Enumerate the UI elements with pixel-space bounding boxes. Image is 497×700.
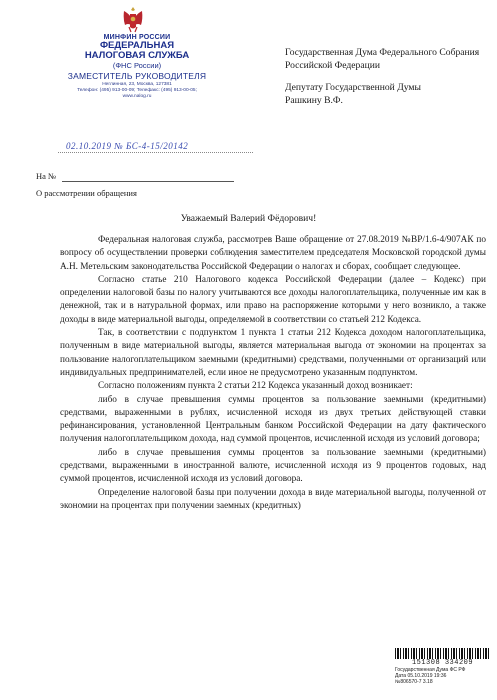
body-paragraph: либо в случае превышения суммы процентов за пользование заемными (кредитными) средствами, выраженными в рублях, исчисленной исходя из двух третьих действующей ставки рефинансирования, установленной Центральным банком Российской Федерации на дату фактического получения налогоплательщиком дохода, над суммой процентов, исчисленной исходя из условий договора;	[60, 394, 486, 445]
org-address: Неглинная, 23, Москва, 127381	[102, 82, 172, 87]
recipient-person-line2: Рашкину В.Ф.	[285, 95, 343, 106]
body-paragraph: Согласно статье 210 Налогового кодекса Российской Федерации (далее – Кодекс) при определении налоговой базы по налогу учитываются все доходы налогоплательщика, полученные им как в денежной, так и в натуральной формах, или право на распоряжение которыми у него возникло, а также доходы в виде материальной выгоды, определяемой в соответствии со статьей 212 Кодекса.	[60, 274, 486, 325]
body-paragraph: либо в случае превышения суммы процентов за пользование заемными (кредитными) средствами, выраженными в иностранной валюте, исчисленной исходя из 9 процентов годовых, над суммой процентов, исчисленной исходя из условий договора.	[60, 447, 486, 485]
letter-subject: О рассмотрении обращения	[36, 188, 137, 198]
barcode-sticker	[395, 648, 490, 685]
registration-stamp: 02.10.2019 № БС-4-15/20142	[66, 141, 189, 151]
greeting: Уважаемый Валерий Фёдорович!	[180, 213, 317, 224]
barcode-number: 151308 334209	[411, 659, 474, 667]
coat-of-arms-emblem	[120, 5, 146, 33]
letter-body	[60, 234, 486, 513]
reference-line	[62, 181, 234, 182]
letterhead	[22, 34, 252, 100]
org-abbreviation: (ФНС России)	[112, 61, 162, 70]
org-name-line2: НАЛОГОВАЯ СЛУЖБА	[84, 50, 190, 61]
body-paragraph: Так, в соответствии с подпунктом 1 пункта 1 статьи 212 Кодекса доходом налогоплательщика, полученным в виде материальной выгоды, является материальная выгода от экономии на процентах за пользование налогоплательщиком заемными (кредитными) средствами, полученными от организаций или индивидуальных предпринимателей, если иное не предусмотрено указанным подпунктом.	[60, 328, 486, 378]
org-phones: Телефон: (495) 913-00-09; Телефакс: (495) 913-00-05;	[77, 88, 197, 93]
barcode-date: Дата 05.10.2019 19:36	[395, 673, 447, 679]
barcode-bars	[395, 648, 490, 659]
barcode-registrar: Государственная Дума ФС РФ	[395, 667, 466, 673]
reference-label: На №	[36, 171, 57, 181]
body-paragraph: Согласно положениям пункта 2 статьи 212 Кодекса указанный доход возникает:	[98, 381, 413, 392]
sender-position: ЗАМЕСТИТЕЛЬ РУКОВОДИТЕЛЯ	[67, 71, 207, 81]
addressee-block	[285, 46, 490, 116]
barcode-reg-number: №806570-7 3.18	[395, 679, 433, 685]
body-paragraph: Определение налоговой базы при получении дохода в виде материальной выгоды, полученной от экономии на процентах при получении заемных (кредитных)	[60, 487, 486, 511]
body-paragraph: Федеральная налоговая служба, рассмотрев Ваше обращение от 27.08.2019 №ВР/1.6-4/907АК по вопросу об осуществлении проверки соблюдения заместителем председателя Московской городской думы А.Н. Метельским законодательства Российской Федерации о налогах и сборах, сообщает следующее.	[60, 235, 486, 272]
recipient-person-line1: Депутату Государственной Думы	[285, 82, 421, 93]
org-name-line1: ФЕДЕРАЛЬНАЯ	[99, 40, 175, 51]
ministry-name: МИНФИН РОССИИ	[103, 34, 171, 41]
org-website: www.nalog.ru	[122, 94, 152, 99]
recipient-org: Государственная Дума Федерального Собрания Российской Федерации	[285, 47, 480, 71]
registration-line	[58, 152, 253, 153]
